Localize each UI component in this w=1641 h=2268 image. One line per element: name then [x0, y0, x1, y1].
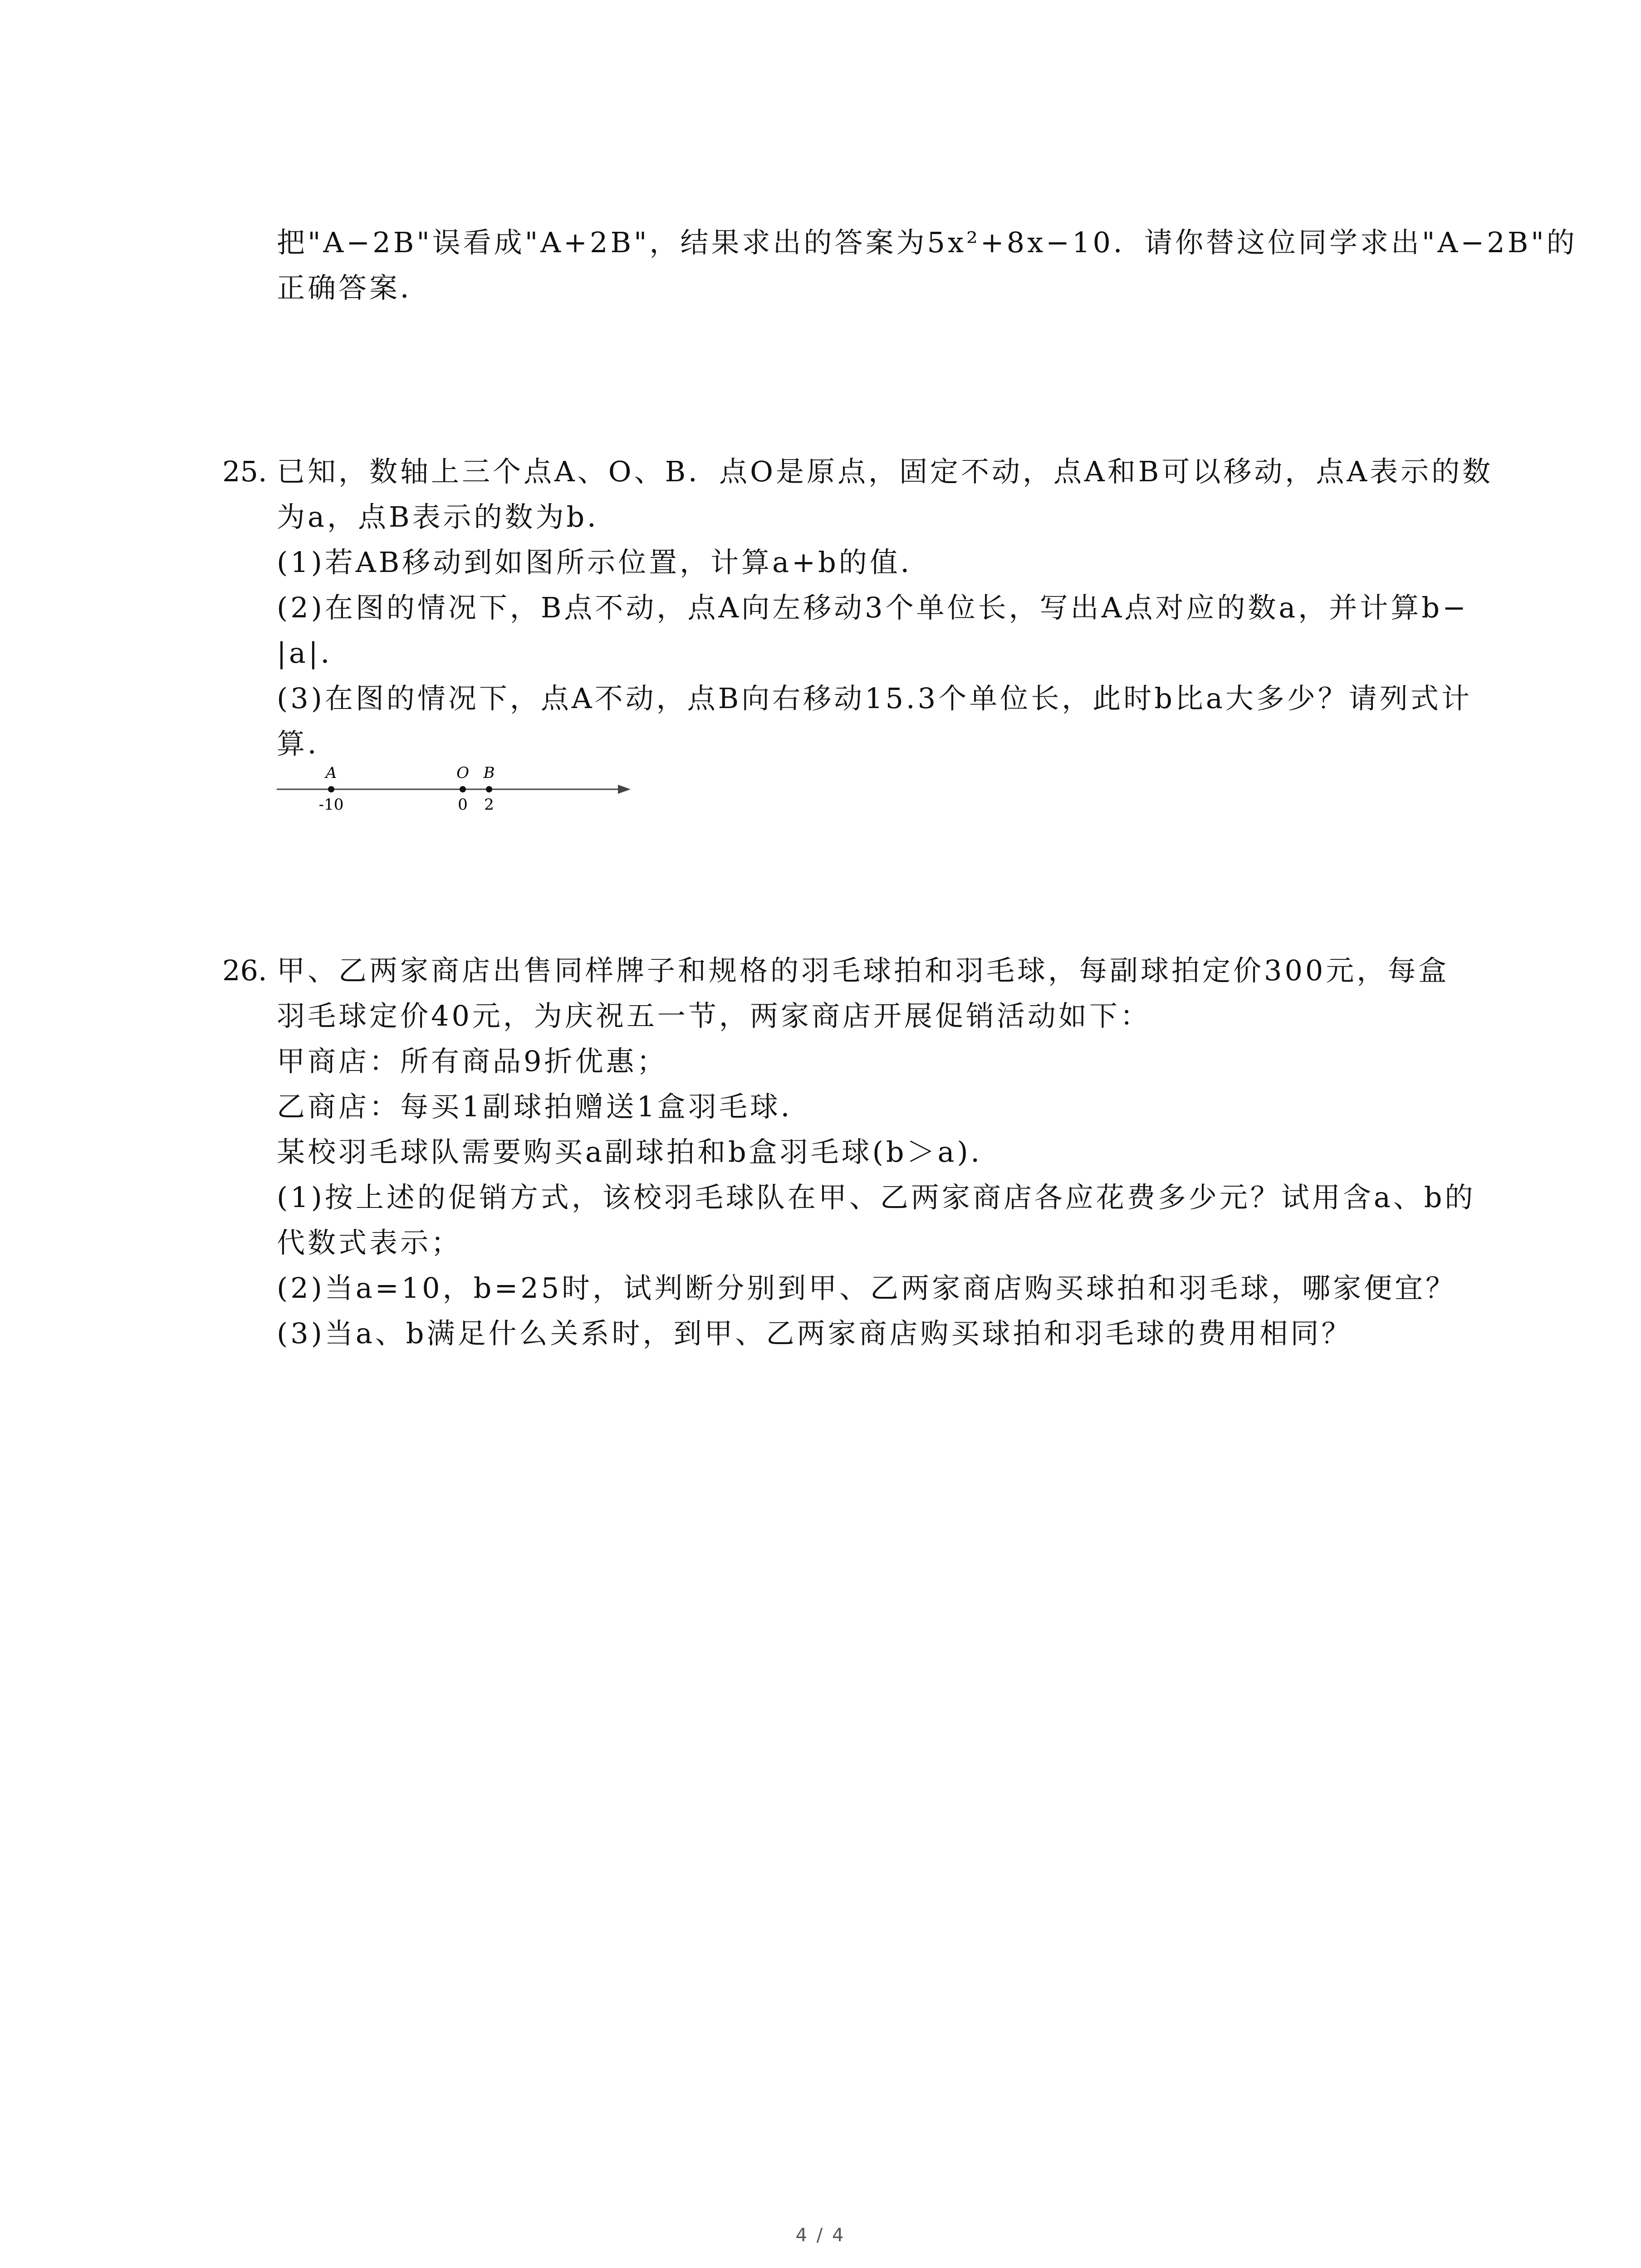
- point-o-dot: [460, 786, 466, 792]
- q25-line-4: (2)在图的情况下，B点不动，点A向左移动3个单位长，写出A点对应的数a，并计算b−: [277, 591, 1469, 624]
- point-o-label: O: [456, 764, 469, 782]
- point-a-dot: [328, 786, 334, 792]
- point-a-label: A: [325, 764, 337, 782]
- q26-number: 26.: [222, 954, 267, 987]
- q26-line-4: 乙商店：每买1副球拍赠送1盒羽毛球．: [277, 1090, 812, 1123]
- number-line-figure: [272, 762, 635, 821]
- q24-line-1: 把"A−2B"误看成"A+2B"，结果求出的答案为5x²+8x−10．请你替这位同学求出"A−2B"的: [277, 226, 1577, 259]
- number-line-arrow: [618, 785, 631, 794]
- q25-number: 25.: [222, 455, 267, 488]
- q25-line-5: |a|．: [277, 636, 352, 670]
- q26-line-7: 代数式表示；: [277, 1226, 462, 1259]
- tick-label-a: -10: [318, 796, 344, 814]
- q26-line-1: 甲、乙两家商店出售同样牌子和规格的羽毛球拍和羽毛球，每副球拍定价300元，每盒: [277, 954, 1450, 987]
- q26-line-2: 羽毛球定价40元，为庆祝五一节，两家商店开展促销活动如下：: [277, 999, 1151, 1032]
- q25-line-6: (3)在图的情况下，点A不动，点B向右移动15.3个单位长，此时b比a大多少？请列式计: [277, 682, 1472, 715]
- q26-line-5: 某校羽毛球队需要购买a副球拍和b盒羽毛球(b＞a)．: [277, 1135, 1002, 1168]
- q25-line-7: 算．: [277, 727, 339, 760]
- q25-line-1: 已知，数轴上三个点A、O、B．点O是原点，固定不动，点A和B可以移动，点A表示的数: [277, 455, 1494, 488]
- point-b-dot: [486, 786, 492, 792]
- q24-line-2: 正确答案．: [277, 271, 431, 304]
- q25-line-3: (1)若AB移动到如图所示位置，计算a+b的值．: [277, 546, 931, 579]
- q26-line-9: (3)当a、b满足什么关系时，到甲、乙两家商店购买球拍和羽毛球的费用相同？: [277, 1317, 1352, 1350]
- tick-label-b: 2: [484, 796, 494, 814]
- q25-line-2: 为a，点B表示的数为b．: [277, 500, 618, 533]
- page-number: 4 / 4: [795, 2225, 846, 2246]
- q26-line-8: (2)当a=10，b=25时，试判断分别到甲、乙两家商店购买球拍和羽毛球，哪家便宜？: [277, 1271, 1457, 1305]
- point-b-label: B: [483, 764, 495, 782]
- q26-line-6: (1)按上述的促销方式，该校羽毛球队在甲、乙两家商店各应花费多少元？试用含a、b的: [277, 1181, 1476, 1214]
- q26-line-3: 甲商店：所有商品9折优惠；: [277, 1045, 668, 1078]
- tick-label-o: 0: [458, 796, 468, 814]
